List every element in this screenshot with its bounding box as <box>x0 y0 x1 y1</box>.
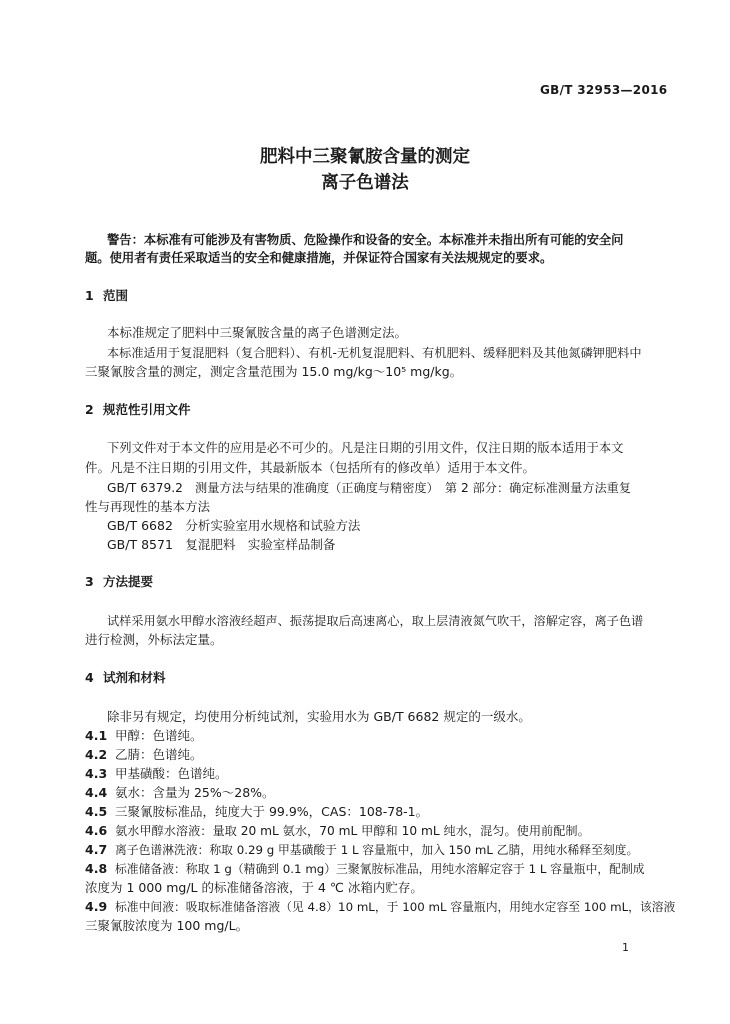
reference-gbt-8571: GB/T 8571 复混肥料 实验室样品制备 <box>107 537 336 552</box>
item-4-3-number: 4.3 <box>85 766 108 781</box>
standard-number: GB/T 32953—2016 <box>540 83 668 97</box>
item-4-8-text-line-1: 标准储备液：称取 1 g（精确到 0.1 mg）三聚氰胺标准品，用纯水溶解定容于 1 L 容量瓶中，配制成 <box>115 862 645 876</box>
item-4-7-number: 4.7 <box>85 842 108 857</box>
reference-gbt-6379-2-line-1: GB/T 6379.2 测量方法与结果的准确度（正确度与精密度） 第 2 部分：确定标准测量方法重复 <box>107 481 632 495</box>
reference-gbt-6379-2-line-2: 性与再现性的基本方法 <box>85 499 211 514</box>
item-4-5-text: 三聚氰胺标准品，纯度大于 99.9%，CAS：108-78-1。 <box>115 804 429 819</box>
item-4-4-number: 4.4 <box>85 785 108 800</box>
section-4-intro: 除非另有规定，均使用分析纯试剂，实验用水为 GB/T 6682 规定的一级水。 <box>107 709 531 724</box>
section-1-paragraph-2-line-1: 本标准适用于复混肥料（复合肥料）、有机-无机复混肥料、有机肥料、缓释肥料及其他氮磷钾肥料中 <box>107 346 642 360</box>
section-1-paragraph-2-line-2: 三聚氰胺含量的测定，测定含量范围为 15.0 mg/kg～10⁵ mg/kg。 <box>85 364 463 379</box>
item-4-2-number: 4.2 <box>85 747 108 762</box>
document-subtitle: 离子色谱法 <box>321 173 409 193</box>
warning-line-2: 题。使用者有责任采取适当的安全和健康措施，并保证符合国家有关法规规定的要求。 <box>85 251 553 265</box>
section-1-number: 1 <box>85 288 94 303</box>
section-3-paragraph-line-2: 进行检测，外标法定量。 <box>85 632 223 647</box>
document-title: 肥料中三聚氰胺含量的测定 <box>260 147 470 167</box>
section-4-heading: 试剂和材料 <box>103 670 166 685</box>
section-2-heading: 规范性引用文件 <box>103 402 191 417</box>
item-4-9-text-line-1: 标准中间液：吸取标准储备溶液（见 4.8）10 mL，于 100 mL 容量瓶内，用纯水定容至 100 mL，该溶液 <box>115 900 676 914</box>
item-4-1-text: 甲醇：色谱纯。 <box>115 728 203 743</box>
page-number: 1 <box>622 941 629 954</box>
section-2-paragraph-line-1: 下列文件对于本文件的应用是必不可少的。凡是注日期的引用文件，仅注日期的版本适用于本文 <box>107 441 624 455</box>
section-3-number: 3 <box>85 574 94 589</box>
warning-line-1: 警告：本标准有可能涉及有害物质、危险操作和设备的安全。本标准并未指出所有可能的安全问 <box>107 233 624 247</box>
item-4-8-text-line-2: 浓度为 1 000 mg/L 的标准储备溶液，于 4 ℃ 冰箱内贮存。 <box>85 880 423 895</box>
section-2-number: 2 <box>85 402 94 417</box>
section-3-heading: 方法提要 <box>103 574 154 589</box>
item-4-4-text: 氨水：含量为 25%～28%。 <box>115 785 275 800</box>
item-4-8-number: 4.8 <box>85 861 108 876</box>
section-1-paragraph-1: 本标准规定了肥料中三聚氰胺含量的离子色谱测定法。 <box>107 325 408 340</box>
item-4-6-number: 4.6 <box>85 823 108 838</box>
section-4-number: 4 <box>85 670 94 685</box>
section-3-paragraph-line-1: 试样采用氨水甲醇水溶液经超声、振荡提取后高速离心，取上层清液氮气吹干，溶解定容，离子色谱 <box>107 614 644 628</box>
item-4-5-number: 4.5 <box>85 804 108 819</box>
item-4-9-text-line-2: 三聚氰胺浓度为 100 mg/L。 <box>85 918 249 933</box>
item-4-9-number: 4.9 <box>85 899 108 914</box>
section-1-heading: 范围 <box>103 288 129 303</box>
item-4-1-number: 4.1 <box>85 728 108 743</box>
reference-gbt-6682: GB/T 6682 分析实验室用水规格和试验方法 <box>107 518 361 533</box>
item-4-7-text: 离子色谱淋洗液：称取 0.29 g 甲基磺酸于 1 L 容量瓶中，加入 150 mL 乙腈，用纯水稀释至刻度。 <box>115 843 639 857</box>
item-4-3-text: 甲基磺酸：色谱纯。 <box>115 766 228 781</box>
section-2-paragraph-line-2: 件。凡是不注日期的引用文件，其最新版本（包括所有的修改单）适用于本文件。 <box>85 460 536 475</box>
item-4-2-text: 乙腈：色谱纯。 <box>115 747 203 762</box>
item-4-6-text: 氨水甲醇水溶液：量取 20 mL 氨水，70 mL 甲醇和 10 mL 纯水，混匀。使用前配制。 <box>115 824 590 838</box>
